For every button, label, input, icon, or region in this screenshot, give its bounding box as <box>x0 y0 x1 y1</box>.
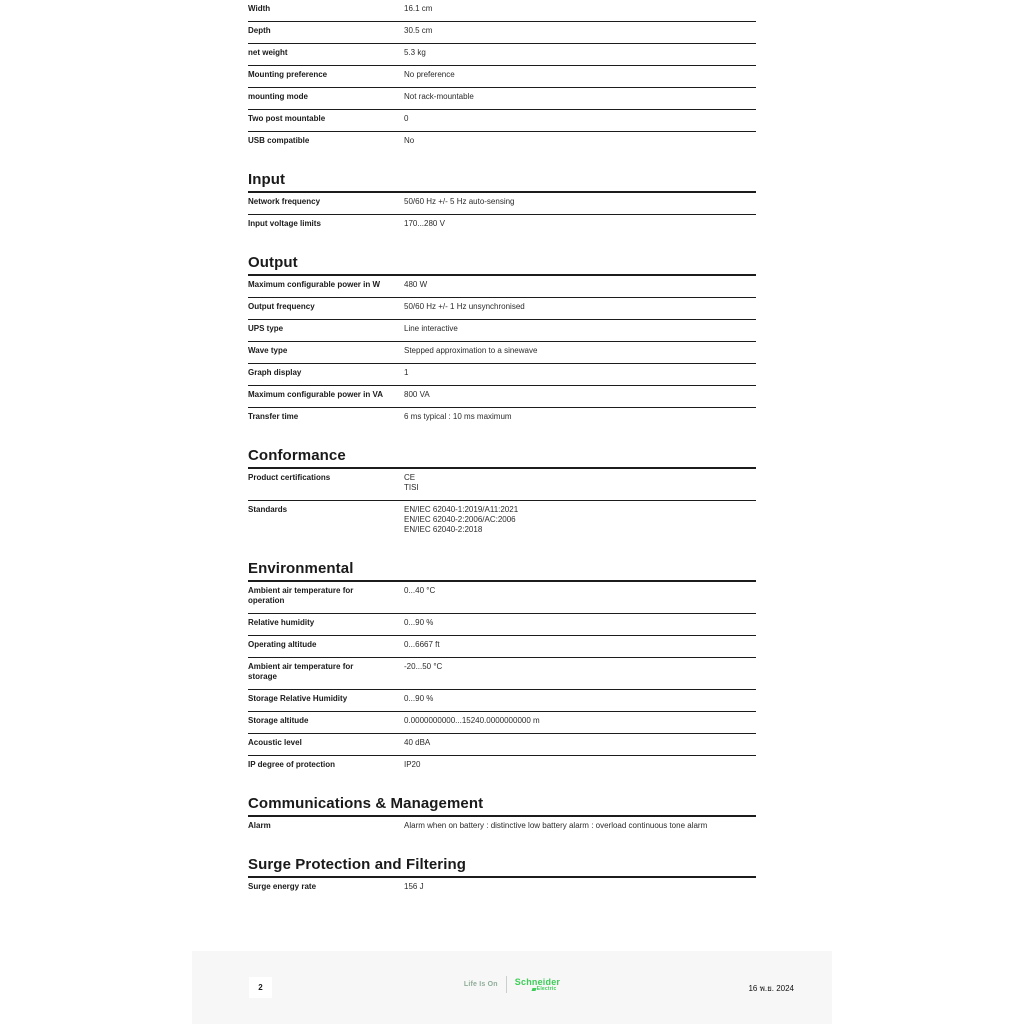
brand-logo <box>192 976 832 993</box>
spec-label: Wave type <box>248 346 288 355</box>
spec-row <box>248 110 756 132</box>
spec-value <box>404 197 756 207</box>
spec-value-line: Line interactive <box>404 324 458 333</box>
spec-value <box>404 4 756 14</box>
brand-wordmark <box>515 977 560 992</box>
spec-section <box>248 856 756 899</box>
spec-value-line: CE <box>404 473 416 482</box>
spec-label: Input voltage limits <box>248 219 321 228</box>
section-title: Conformance <box>248 447 756 469</box>
spec-label: IP degree of protection <box>248 760 335 769</box>
spec-value-line: 1 <box>404 368 409 377</box>
spec-value-line: Stepped approximation to a sinewave <box>404 346 538 355</box>
spec-value-line: Alarm when on battery : distinctive low battery alarm : overload continuous tone alarm <box>404 821 708 830</box>
logo-divider <box>506 976 507 993</box>
spec-label: Product certifications <box>248 473 331 482</box>
spec-value-line: 40 dBA <box>404 738 431 747</box>
spec-label: Maximum configurable power in VA <box>248 390 383 399</box>
spec-label: Operating altitude <box>248 640 317 649</box>
spec-value <box>404 48 756 58</box>
spec-value <box>404 136 756 146</box>
spec-label: Storage Relative Humidity <box>248 694 348 703</box>
spec-row <box>248 276 756 298</box>
spec-value-line: 0...40 °C <box>404 586 436 595</box>
spec-value-line: 0 <box>404 114 409 123</box>
document-page <box>192 0 832 1024</box>
spec-label: USB compatible <box>248 136 310 145</box>
spec-value <box>404 346 756 356</box>
spec-row <box>248 193 756 215</box>
spec-row <box>248 298 756 320</box>
spec-value-line: EN/IEC 62040-2:2018 <box>404 525 483 534</box>
section-title: Environmental <box>248 560 756 582</box>
spec-value-line: 50/60 Hz +/- 1 Hz unsynchronised <box>404 302 525 311</box>
spec-value-line: No preference <box>404 70 455 79</box>
spec-row <box>248 712 756 734</box>
section-title: Communications & Management <box>248 795 756 817</box>
section-title: Output <box>248 254 756 276</box>
spec-value <box>404 280 756 290</box>
spec-row <box>248 734 756 756</box>
page-number-label: 2 <box>258 983 263 992</box>
spec-label: Maximum configurable power in W <box>248 280 381 289</box>
footer <box>192 951 832 1024</box>
spec-row <box>248 88 756 110</box>
spec-label: Surge energy rate <box>248 882 317 891</box>
spec-row <box>248 614 756 636</box>
spec-value-line: No <box>404 136 415 145</box>
spec-row <box>248 658 756 690</box>
brand-sub <box>532 986 560 992</box>
spec-label: Two post mountable <box>248 114 326 123</box>
spec-value <box>404 412 756 422</box>
spec-value <box>404 302 756 312</box>
spec-label: Storage altitude <box>248 716 309 725</box>
spec-value-line: 5.3 kg <box>404 48 426 57</box>
spec-section <box>248 0 756 153</box>
spec-value <box>404 694 756 704</box>
spec-row <box>248 132 756 153</box>
spec-label: Depth <box>248 26 271 35</box>
spec-label: Output frequency <box>248 302 315 311</box>
spec-value <box>404 92 756 102</box>
spec-label: Ambient air temperature for operation <box>248 586 354 605</box>
spec-row <box>248 215 756 236</box>
spec-value <box>404 640 756 650</box>
spec-value-line: 480 W <box>404 280 428 289</box>
spec-row <box>248 501 756 542</box>
spec-value <box>404 70 756 80</box>
spec-value <box>404 716 756 726</box>
spec-value-line: 50/60 Hz +/- 5 Hz auto-sensing <box>404 197 515 206</box>
spec-value <box>404 390 756 400</box>
brand-sub-label: Electric <box>536 986 557 992</box>
spec-row <box>248 878 756 899</box>
brand-tagline: Life Is On <box>463 981 498 988</box>
spec-row <box>248 0 756 22</box>
spec-row <box>248 817 756 838</box>
spec-value-line: 800 VA <box>404 390 430 399</box>
spec-value <box>404 505 756 535</box>
spec-row <box>248 408 756 429</box>
spec-row <box>248 66 756 88</box>
spec-label: Width <box>248 4 271 13</box>
spec-section <box>248 171 756 236</box>
spec-section <box>248 254 756 429</box>
spec-label: Graph display <box>248 368 302 377</box>
spec-section <box>248 560 756 777</box>
spec-row <box>248 636 756 658</box>
spec-row <box>248 690 756 712</box>
spec-row <box>248 386 756 408</box>
spec-label: Alarm <box>248 821 271 830</box>
spec-value-line: 0...90 % <box>404 618 434 627</box>
spec-value-line: IP20 <box>404 760 421 769</box>
spec-label: net weight <box>248 48 288 57</box>
spec-row <box>248 342 756 364</box>
spec-value-line: 0.0000000000...15240.0000000000 m <box>404 716 540 725</box>
spec-value-line: TISI <box>404 483 419 492</box>
section-title: Input <box>248 171 756 193</box>
spec-value <box>404 760 756 770</box>
brand-name: Schneider <box>514 977 561 987</box>
spec-value-line: 0...90 % <box>404 694 434 703</box>
spec-value <box>404 618 756 628</box>
spec-value <box>404 368 756 378</box>
spec-row <box>248 469 756 501</box>
spec-value <box>404 586 756 606</box>
spec-label: Acoustic level <box>248 738 302 747</box>
spec-value-line: 170...280 V <box>404 219 445 228</box>
spec-label: Transfer time <box>248 412 299 421</box>
spec-label: Relative humidity <box>248 618 315 627</box>
spec-value <box>404 738 756 748</box>
spec-value-line: Not rack-mountable <box>404 92 474 101</box>
spec-value <box>404 821 756 831</box>
spec-value-line: 0...6667 ft <box>404 640 440 649</box>
spec-value <box>404 114 756 124</box>
spec-row <box>248 320 756 342</box>
spec-value-line: EN/IEC 62040-2:2006/AC:2006 <box>404 515 516 524</box>
spec-value <box>404 473 756 493</box>
spec-value-line: 156 J <box>404 882 424 891</box>
spec-value-line: 6 ms typical : 10 ms maximum <box>404 412 512 421</box>
spec-value <box>404 662 756 682</box>
spec-row <box>248 22 756 44</box>
spec-row <box>248 364 756 386</box>
spec-value-line: 30.5 cm <box>404 26 433 35</box>
brand-flag-icon <box>531 988 536 991</box>
spec-row <box>248 756 756 777</box>
section-title: Surge Protection and Filtering <box>248 856 756 878</box>
spec-label: UPS type <box>248 324 284 333</box>
spec-value <box>404 882 756 892</box>
spec-sections <box>192 0 832 899</box>
spec-label: Mounting preference <box>248 70 328 79</box>
spec-section <box>248 447 756 542</box>
spec-value <box>404 324 756 334</box>
spec-label: Ambient air temperature for storage <box>248 662 354 681</box>
spec-value-line: EN/IEC 62040-1:2019/A11:2021 <box>404 505 519 514</box>
spec-label: mounting mode <box>248 92 308 101</box>
footer-date: 16 พ.ย. 2024 <box>748 984 794 993</box>
spec-value <box>404 219 756 229</box>
spec-label: Standards <box>248 505 288 514</box>
spec-label: Network frequency <box>248 197 321 206</box>
spec-section <box>248 795 756 838</box>
spec-row <box>248 44 756 66</box>
spec-row <box>248 582 756 614</box>
spec-value-line: 16.1 cm <box>404 4 433 13</box>
spec-value <box>404 26 756 36</box>
spec-value-line: -20...50 °C <box>404 662 443 671</box>
